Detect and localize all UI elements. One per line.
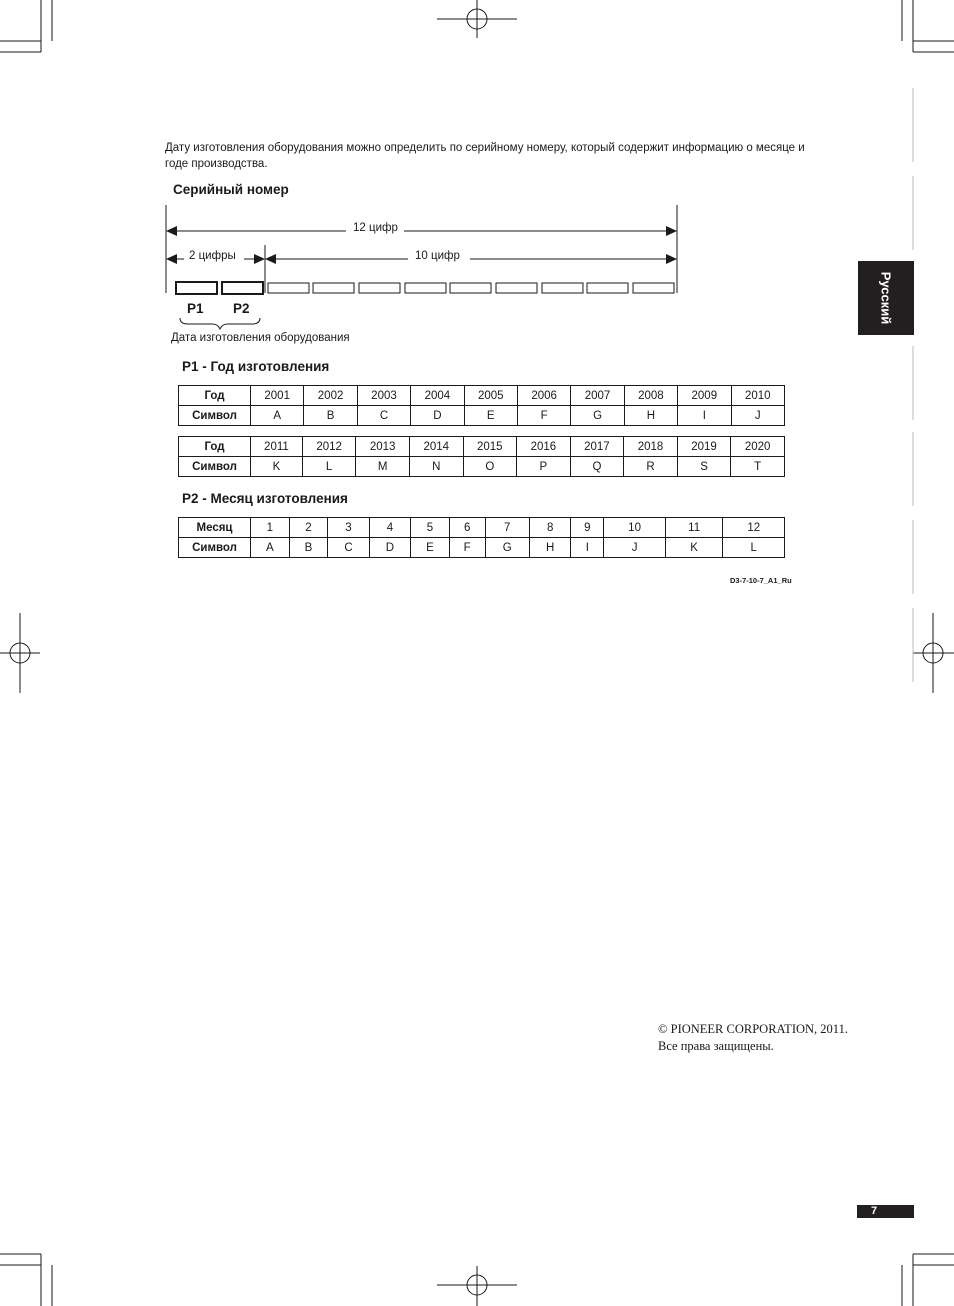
- month-cell: 6: [449, 518, 485, 538]
- rights-line: Все права защищены.: [658, 1038, 774, 1053]
- year-cell: 2020: [731, 437, 785, 457]
- symbol-cell: F: [449, 538, 485, 558]
- month-table: [178, 517, 785, 558]
- serial-heading: Серийный номер: [173, 182, 289, 197]
- symbol-cell: G: [485, 538, 529, 558]
- symbol-cell: A: [251, 538, 290, 558]
- month-cell: 9: [571, 518, 604, 538]
- month-cell: 11: [665, 518, 723, 538]
- symbol-cell: I: [678, 406, 731, 426]
- symbol-cell: B: [289, 538, 328, 558]
- table-row: [179, 406, 785, 426]
- label-2-digits: 2 цифры: [189, 250, 236, 262]
- month-cell: 3: [328, 518, 369, 538]
- year-cell: 2008: [624, 386, 677, 406]
- document-code: D3-7-10-7_A1_Ru: [730, 576, 792, 585]
- symbol-cell: I: [571, 538, 604, 558]
- symbol-cell: N: [409, 457, 463, 477]
- table-row: [179, 518, 785, 538]
- year-cell: 2017: [570, 437, 624, 457]
- symbol-cell: L: [723, 538, 785, 558]
- table-row: [179, 457, 785, 477]
- symbol-cell: O: [463, 457, 517, 477]
- month-cell: 5: [411, 518, 450, 538]
- month-cell: 10: [604, 518, 665, 538]
- symbol-cell: G: [571, 406, 624, 426]
- row-label: Символ: [179, 457, 251, 477]
- year-cell: 2009: [678, 386, 731, 406]
- table-row: [179, 386, 785, 406]
- row-label: Год: [179, 386, 251, 406]
- copyright-line: © PIONEER CORPORATION, 2011.: [658, 1022, 848, 1036]
- year-cell: 2005: [464, 386, 517, 406]
- year-cell: 2006: [517, 386, 570, 406]
- symbol-cell: K: [665, 538, 723, 558]
- p2-heading: P2 - Месяц изготовления: [182, 491, 348, 506]
- table-row: [179, 538, 785, 558]
- year-cell: 2011: [251, 437, 303, 457]
- year-cell: 2002: [304, 386, 357, 406]
- table-row: [179, 437, 785, 457]
- month-cell: 2: [289, 518, 328, 538]
- language-tab-label: Русский: [878, 271, 894, 325]
- p1-heading: P1 - Год изготовления: [182, 359, 330, 374]
- label-12-digits: 12 цифр: [353, 222, 398, 234]
- label-p2: P2: [233, 301, 250, 316]
- symbol-cell: Q: [570, 457, 624, 477]
- symbol-cell: P: [517, 457, 571, 477]
- year-cell: 2013: [356, 437, 410, 457]
- year-table-2: [178, 436, 785, 477]
- symbol-cell: F: [517, 406, 570, 426]
- symbol-cell: T: [731, 457, 785, 477]
- year-cell: 2014: [409, 437, 463, 457]
- row-label: Символ: [179, 538, 251, 558]
- symbol-cell: H: [529, 538, 570, 558]
- page-number-bar: [857, 1205, 914, 1218]
- year-cell: 2004: [411, 386, 464, 406]
- month-cell: 7: [485, 518, 529, 538]
- year-cell: 2010: [731, 386, 784, 406]
- year-cell: 2019: [677, 437, 731, 457]
- year-cell: 2016: [517, 437, 571, 457]
- year-table-1: [178, 385, 785, 426]
- symbol-cell: K: [251, 457, 303, 477]
- symbol-cell: M: [356, 457, 410, 477]
- symbol-cell: J: [731, 406, 784, 426]
- year-cell: 2012: [302, 437, 356, 457]
- symbol-cell: C: [357, 406, 410, 426]
- page-number: 7: [870, 1205, 878, 1217]
- symbol-cell: B: [304, 406, 357, 426]
- month-cell: 4: [369, 518, 410, 538]
- year-cell: 2003: [357, 386, 410, 406]
- symbol-cell: C: [328, 538, 369, 558]
- symbol-cell: A: [251, 406, 304, 426]
- symbol-cell: H: [624, 406, 677, 426]
- label-10-digits: 10 цифр: [415, 250, 460, 262]
- month-cell: 12: [723, 518, 785, 538]
- language-tab: [858, 261, 914, 335]
- year-cell: 2015: [463, 437, 517, 457]
- symbol-cell: J: [604, 538, 665, 558]
- symbol-cell: D: [411, 406, 464, 426]
- row-label: Год: [179, 437, 251, 457]
- year-cell: 2018: [624, 437, 678, 457]
- month-cell: 8: [529, 518, 570, 538]
- symbol-cell: E: [411, 538, 450, 558]
- symbol-cell: E: [464, 406, 517, 426]
- symbol-cell: R: [624, 457, 678, 477]
- symbol-cell: L: [302, 457, 356, 477]
- year-cell: 2007: [571, 386, 624, 406]
- label-p1: P1: [187, 301, 204, 316]
- symbol-cell: S: [677, 457, 731, 477]
- row-label: Месяц: [179, 518, 251, 538]
- intro-paragraph: Дату изготовления оборудования можно определить по серийному номеру, который содержит информацию о месяце и годе производства.: [165, 142, 805, 170]
- month-cell: 1: [251, 518, 290, 538]
- copyright-block: [658, 1021, 848, 1054]
- symbol-cell: D: [369, 538, 410, 558]
- date-caption: Дата изготовления оборудования: [171, 332, 350, 344]
- row-label: Символ: [179, 406, 251, 426]
- year-cell: 2001: [251, 386, 304, 406]
